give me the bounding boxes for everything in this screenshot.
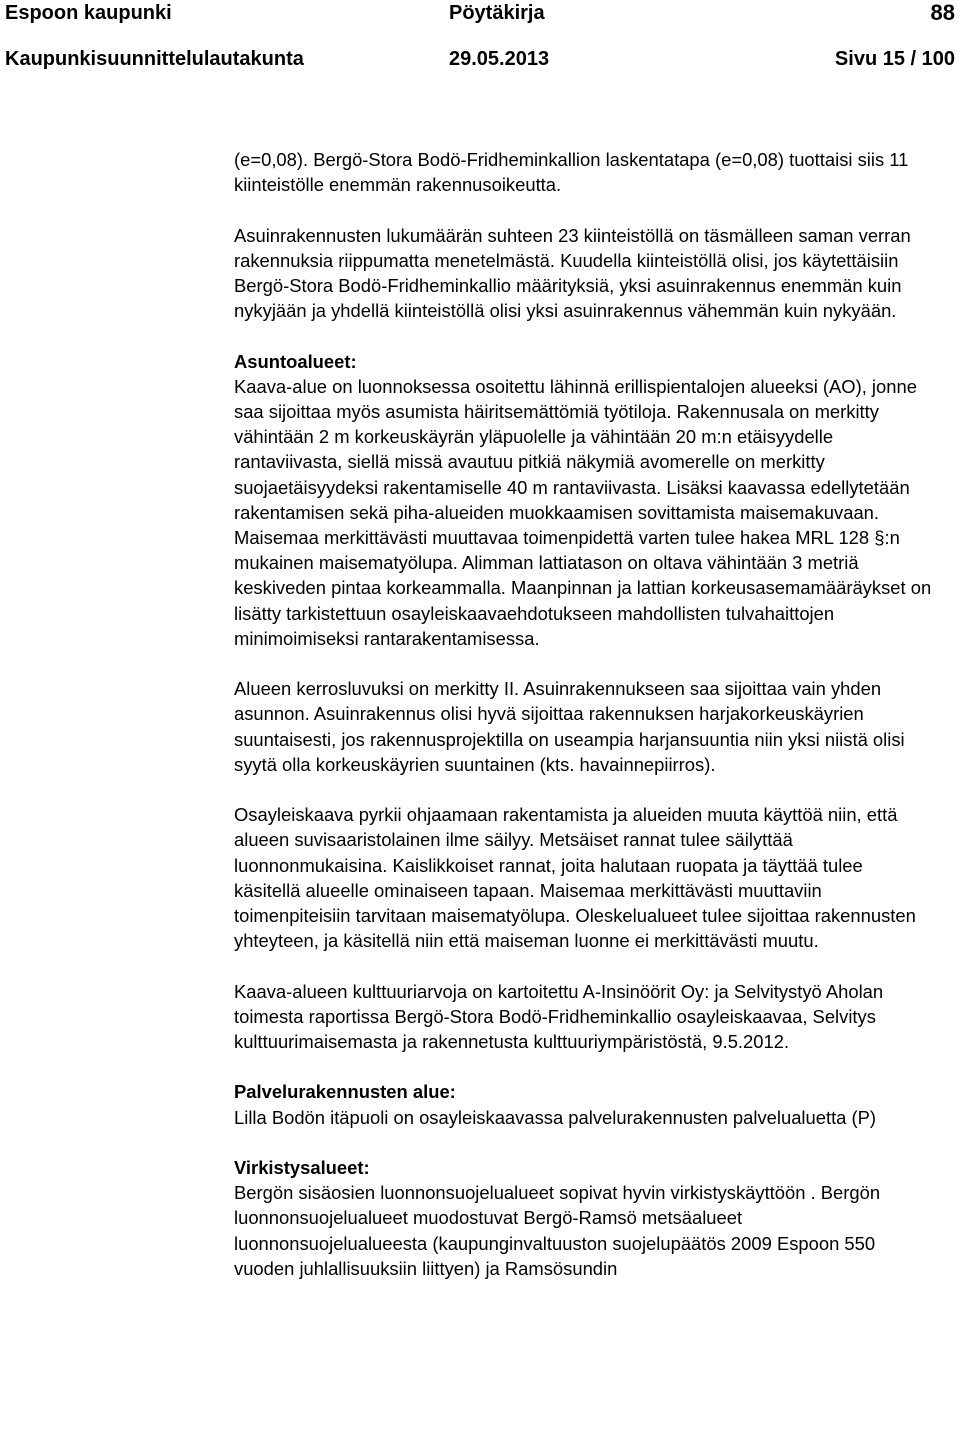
paragraph-landscape: Osayleiskaava pyrkii ohjaamaan rakentamista ja alueiden muuta käyttöä niin, että alueen suvisaaristolainen ilme säilyy. Metsäiset rannat tulee säilyttää luonnonmukaisina. Kaislikkoiset rannat, joita halutaan ruopata ja täyttää tulee käsitellä alueelle ominaiseen tapaan. Maisemaa merkittävästi muuttaviin toimenpiteisiin tarvitaan maisematyölupa. Oleskelualueet tulee sijoittaa rakennusten yhteyteen, ja käsitellä niin että maiseman luonne ei merkittävästi muutu.	[234, 804, 916, 952]
document-body	[234, 147, 934, 1306]
paragraph-building-count: Asuinrakennusten lukumäärän suhteen 23 kiinteistöllä on täsmälleen saman verran rakennuksia riippumatta menetelmästä. Kuudella kiinteistöllä olisi, jos käytettäisiin Bergö-Stora Bodö-Fridheminkallio määrityksiä, yksi asuinrakennus enemmän kuin nykyjään ja yhdellä kiinteistöllä olisi yksi asuinrakennus vähemmän kuin nykyään.	[234, 224, 911, 322]
paragraph-recreation-areas: Bergön sisäosien luonnonsuojelualueet sopivat hyvin virkistyskäyttöön . Bergön luonnonsuojelualueet muodostuvat Bergö-Ramsö metsäalueet luonnonsuojelualueesta (kaupunginvaltuuston suojelupäätös 2009 Espoon 550 vuoden juhlallisuuksiin liittyen) ja Ramsösundin	[234, 1182, 881, 1279]
page-number: Sivu 15 / 100	[834, 48, 955, 70]
paragraph-cultural-values: Kaava-alueen kulttuuriarvoja on kartoitettu A-Insinöörit Oy: ja Selvitystyö Aholan toimesta raportissa Bergö-Stora Bodö-Fridheminkallio osayleiskaavaa, Selvitys kulttuurimaisemasta ja rakennetusta kulttuuriympäristöstä, 9.5.2012.	[234, 980, 884, 1053]
page-header	[0, 0, 960, 76]
paragraph-calculation-method: (e=0,08). Bergö-Stora Bodö-Fridheminkallion laskentatapa (e=0,08) tuottaisi siis 11 kiinteistölle enemmän rakennusoikeutta.	[234, 149, 909, 196]
section-residential-areas	[234, 349, 934, 651]
section-service-buildings	[234, 1079, 934, 1129]
organization-name: Espoon kaupunki	[5, 2, 172, 24]
header-row-bottom	[5, 46, 955, 72]
header-row-top	[5, 0, 955, 26]
meeting-date: 29.05.2013	[449, 48, 550, 70]
section-heading-service: Palvelurakennusten alue:	[234, 1081, 456, 1103]
section-recreation-areas	[234, 1155, 934, 1281]
document-type: Pöytäkirja	[449, 2, 545, 24]
section-number: 88	[930, 0, 955, 25]
paragraph-residential-areas: Kaava-alue on luonnoksessa osoitettu lähinnä erillispientalojen alueeksi (AO), jonne saa sijoittaa myös asumista häiritsemättömiä työtiloja. Rakennusala on merkitty vähintään 2 m korkeuskäyrän yläpuolelle ja vähintään 20 m:n etäisyydelle rantaviivasta, siellä missä avautuu pitkiä näkymiä avomerelle on merkitty suojaetäisyydeksi rakentamiselle 40 m rantaviivasta. Lisäksi kaavassa edellytetään rakentamisen sekä piha-alueiden muokkaamisen sovittamista maisemakuvaan. Maisemaa merkittävästi muuttavaa toimenpidettä varten tulee hakea MRL 128 §:n mukainen maisematyölupa. Alimman lattiatason on oltava vähintään 3 metriä keskiveden pintaa korkeammalla. Maanpinnan ja lattian korkeusasemamääräykset on lisätty tarkistettuun osayleiskaavaehdotukseen mahdollisten tulvahaittojen minimoimiseksi rantarakentamisessa.	[234, 375, 932, 649]
paragraph-service-buildings: Lilla Bodön itäpuoli on osayleiskaavassa palvelurakennusten palvelualuetta (P)	[234, 1106, 877, 1128]
paragraph-floor-count: Alueen kerrosluvuksi on merkitty II. Asuinrakennukseen saa sijoittaa vain yhden asunnon. Asuinrakennus olisi hyvä sijoittaa rakennuksen harjakorkeuskäyrien suuntaisesti, jos rakennusprojektilla on useampia harjansuuntia niin yksi niistä olisi syytä olla korkeuskäyrien suuntainen (kts. havainnepiirros).	[234, 678, 905, 775]
section-heading-residential: Asuntoalueet:	[234, 350, 357, 372]
committee-name: Kaupunkisuunnittelulautakunta	[5, 48, 304, 70]
section-heading-recreation: Virkistysalueet:	[234, 1157, 370, 1179]
